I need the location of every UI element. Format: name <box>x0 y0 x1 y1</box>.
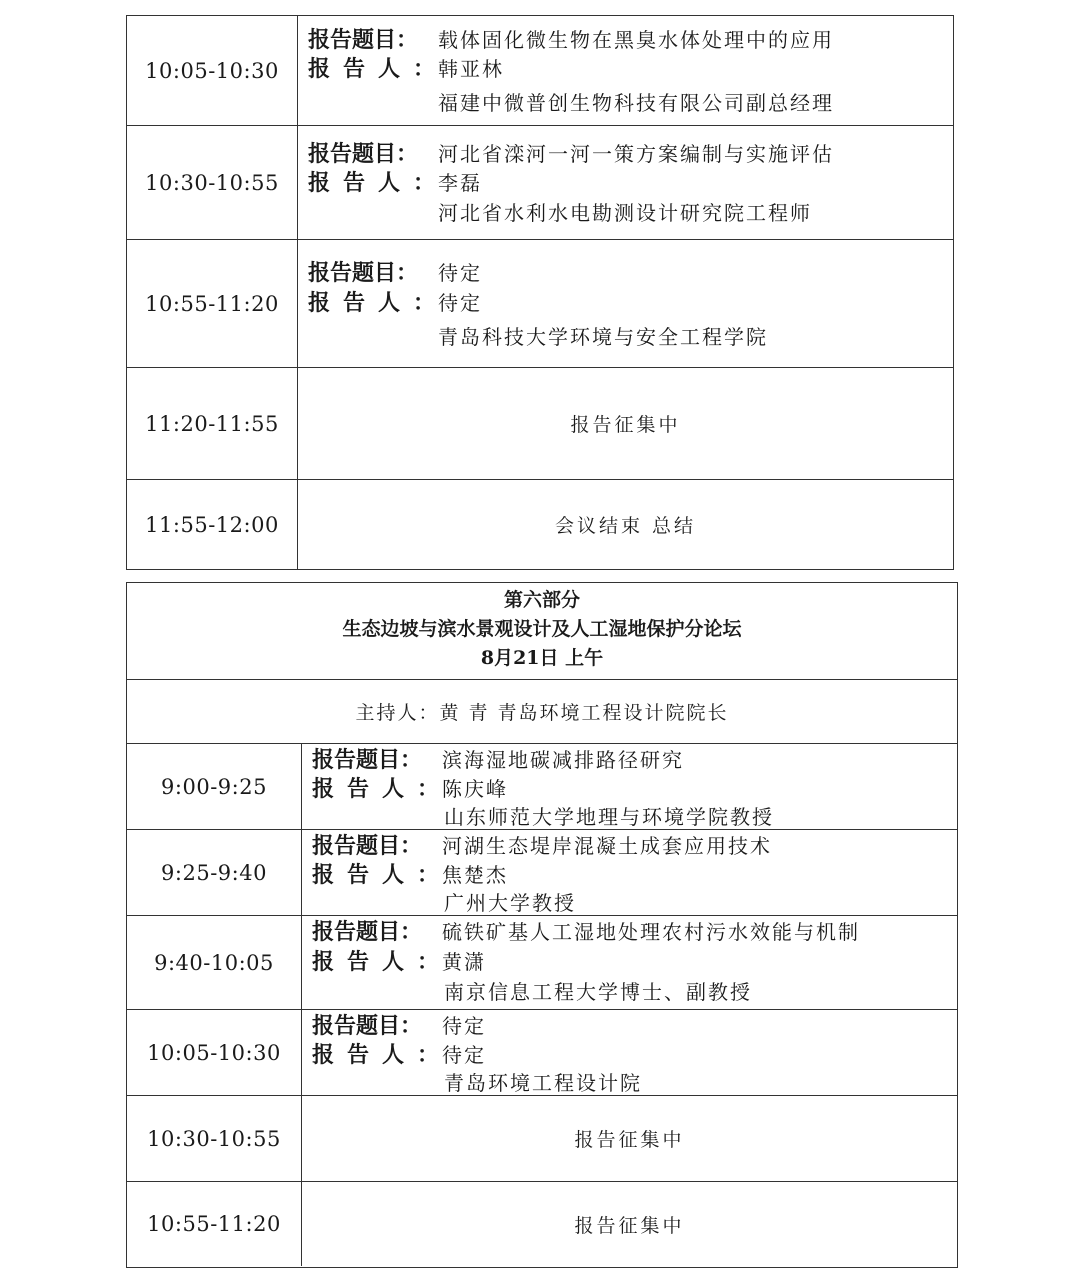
speaker-label: 报告人： <box>312 777 453 802</box>
speaker-label: 报告人： <box>312 950 453 975</box>
affiliation: 河北省水利水电勘测设计研究院工程师 <box>438 201 812 225</box>
note-text: 报告征集中 <box>570 414 681 436</box>
time-slot: 9:00-9:25 <box>127 744 302 829</box>
table-row <box>127 240 953 368</box>
speaker-line <box>312 1041 486 1070</box>
speaker-value: 待定 <box>438 291 482 315</box>
note-cell <box>302 1096 957 1181</box>
topic-value: 待定 <box>438 261 482 285</box>
table-row <box>127 126 953 240</box>
topic-label: 报告题目： <box>308 142 419 167</box>
topic-label: 报告题目： <box>312 920 423 945</box>
topic-label: 报告题目： <box>308 261 419 286</box>
note-text: 报告征集中 <box>574 1129 685 1151</box>
speaker-label: 报告人： <box>308 57 449 82</box>
topic-value: 滨海湿地碳减排路径研究 <box>442 748 684 772</box>
topic-label: 报告题目： <box>308 28 419 53</box>
topic-label: 报告题目： <box>312 748 423 773</box>
topic-line <box>312 832 772 861</box>
topic-line <box>308 26 834 55</box>
time-slot: 10:05-10:30 <box>127 16 298 125</box>
speaker-value: 焦楚杰 <box>442 863 508 887</box>
schedule-table-2 <box>126 582 958 1268</box>
table-row <box>127 830 957 916</box>
affiliation: 青岛环境工程设计院 <box>444 1071 642 1095</box>
host-text: 主持人：黄 青 青岛环境工程设计院院长 <box>355 702 729 724</box>
topic-label: 报告题目： <box>312 1014 423 1039</box>
table-row <box>127 368 953 480</box>
time-slot: 10:30-10:55 <box>127 126 298 239</box>
talk-cell <box>298 16 953 125</box>
table-row <box>127 744 957 830</box>
speaker-line <box>308 169 482 198</box>
topic-value: 河北省滦河一河一策方案编制与实施评估 <box>438 142 834 166</box>
time-slot: 10:55-11:20 <box>127 240 298 367</box>
topic-line <box>308 140 834 169</box>
session-date: 8月21日 上午 <box>480 647 604 669</box>
topic-value: 待定 <box>442 1014 486 1038</box>
talk-cell <box>298 240 953 367</box>
table-row <box>127 1182 957 1266</box>
topic-line <box>308 259 482 288</box>
table-row <box>127 1096 957 1182</box>
section-title: 第六部分 <box>503 589 580 611</box>
topic-line <box>312 746 684 775</box>
speaker-value: 李磊 <box>438 171 482 195</box>
speaker-label: 报告人： <box>312 863 453 888</box>
host-row <box>127 680 957 744</box>
talk-cell <box>298 126 953 239</box>
speaker-value: 黄潇 <box>442 950 486 974</box>
topic-value: 硫铁矿基人工湿地处理农村污水效能与机制 <box>442 920 860 944</box>
section-header <box>127 583 957 680</box>
affiliation: 南京信息工程大学博士、副教授 <box>444 980 752 1004</box>
affiliation: 山东师范大学地理与环境学院教授 <box>444 805 774 829</box>
speaker-value: 韩亚林 <box>438 57 504 81</box>
speaker-label: 报告人： <box>312 1043 453 1068</box>
speaker-value: 待定 <box>442 1043 486 1067</box>
topic-line <box>312 1012 486 1041</box>
affiliation: 青岛科技大学环境与安全工程学院 <box>438 325 768 349</box>
speaker-line <box>308 55 504 84</box>
table-row <box>127 480 953 569</box>
talk-cell <box>302 1010 957 1095</box>
note-text: 会议结束 总结 <box>554 515 697 537</box>
schedule-table-1 <box>126 15 954 570</box>
topic-line <box>312 918 860 947</box>
note-cell <box>298 368 953 479</box>
time-slot: 9:40-10:05 <box>127 916 302 1009</box>
speaker-label: 报告人： <box>308 171 449 196</box>
speaker-line <box>312 861 508 890</box>
speaker-value: 陈庆峰 <box>442 777 508 801</box>
note-cell <box>298 480 953 569</box>
note-text: 报告征集中 <box>574 1214 685 1237</box>
time-slot: 11:20-11:55 <box>127 368 298 479</box>
note-cell <box>302 1182 957 1266</box>
affiliation: 福建中微普创生物科技有限公司副总经理 <box>438 91 834 115</box>
topic-label: 报告题目： <box>312 834 423 859</box>
time-slot: 10:05-10:30 <box>127 1010 302 1095</box>
talk-cell <box>302 830 957 915</box>
time-slot: 10:55-11:20 <box>127 1182 302 1266</box>
table-row <box>127 16 953 126</box>
forum-title: 生态边坡与滨水景观设计及人工湿地保护分论坛 <box>342 618 742 640</box>
speaker-line <box>312 948 486 977</box>
talk-cell <box>302 916 957 1009</box>
topic-value: 载体固化微生物在黑臭水体处理中的应用 <box>438 28 834 52</box>
talk-cell <box>302 744 957 829</box>
time-slot: 11:55-12:00 <box>127 480 298 569</box>
speaker-label: 报告人： <box>308 291 449 316</box>
topic-value: 河湖生态堤岸混凝土成套应用技术 <box>442 834 772 858</box>
time-slot: 9:25-9:40 <box>127 830 302 915</box>
speaker-line <box>312 775 508 804</box>
time-slot: 10:30-10:55 <box>127 1096 302 1181</box>
affiliation: 广州大学教授 <box>444 891 576 915</box>
table-row <box>127 1010 957 1096</box>
speaker-line <box>308 289 482 318</box>
table-row <box>127 916 957 1010</box>
